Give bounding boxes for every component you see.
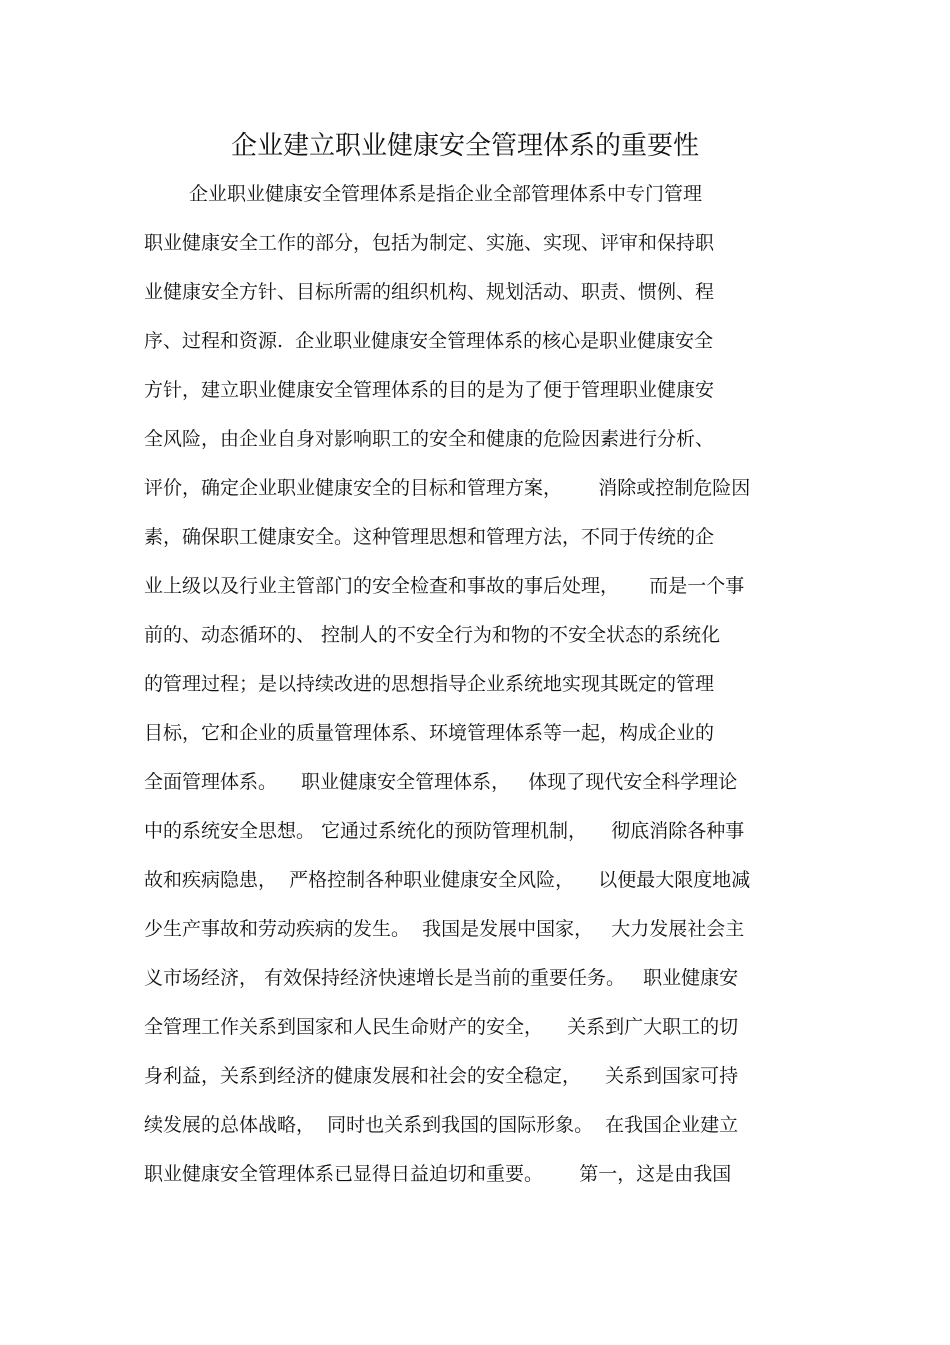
body-line-1: 企业职业健康安全管理体系是指企业全部管理体系中专门管理: [189, 183, 703, 205]
body-line-2: 职业健康安全工作的部分，包括为制定、实施、实现、评审和保持职: [144, 232, 715, 254]
document-title: 企业建立职业健康安全管理体系的重要性: [230, 131, 699, 161]
body-line-3: 业健康安全方针、目标所需的组织机构、规划活动、职责、惯例、程: [144, 281, 715, 303]
body-line-21: 职业健康安全管理体系已显得日益迫切和重要。 第一，这是由我国: [144, 1163, 732, 1185]
body-line-10: 前的、动态循环的、 控制人的不安全行为和物的不安全状态的系统化: [144, 624, 721, 646]
body-line-5: 方针，建立职业健康安全管理体系的目的是为了便于管理职业健康安: [144, 379, 715, 401]
body-line-7: 评价，确定企业职业健康安全的目标和管理方案， 消除或控制危险因: [144, 477, 751, 499]
body-line-15: 故和疾病隐患， 严格控制各种职业健康安全风险， 以便最大限度地减: [144, 869, 751, 891]
body-line-6: 全风险，由企业自身对影响职工的安全和健康的危险因素进行分析、: [144, 428, 715, 450]
body-line-4: 序、过程和资源. 企业职业健康安全管理体系的核心是职业健康安全: [144, 330, 714, 352]
body-line-8: 素，确保职工健康安全。这种管理思想和管理方法，不同于传统的企: [144, 526, 715, 548]
body-line-9: 业上级以及行业主管部门的安全检查和事故的事后处理， 而是一个事: [144, 575, 745, 597]
body-line-14: 中的系统安全思想。 它通过系统化的预防管理机制， 彻底消除各种事: [144, 820, 745, 842]
body-line-12: 目标，它和企业的质量管理体系、环境管理体系等一起，构成企业的: [144, 722, 715, 744]
body-line-11: 的管理过程；是以持续改进的思想指导企业系统地实现其既定的管理: [144, 673, 715, 695]
body-line-16: 少生产事故和劳动疾病的发生。 我国是发展中国家， 大力发展社会主: [144, 918, 745, 940]
body-line-20: 续发展的总体战略， 同时也关系到我国的国际形象。 在我国企业建立: [144, 1114, 739, 1136]
body-line-17: 义市场经济， 有效保持经济快速增长是当前的重要任务。 职业健康安: [144, 967, 739, 989]
body-line-19: 身利益，关系到经济的健康发展和社会的安全稳定， 关系到国家可持: [144, 1065, 739, 1087]
body-line-13: 全面管理体系。 职业健康安全管理体系， 体现了现代安全科学理论: [144, 771, 738, 793]
body-line-18: 全管理工作关系到国家和人民生命财产的安全， 关系到广大职工的切: [144, 1016, 739, 1038]
